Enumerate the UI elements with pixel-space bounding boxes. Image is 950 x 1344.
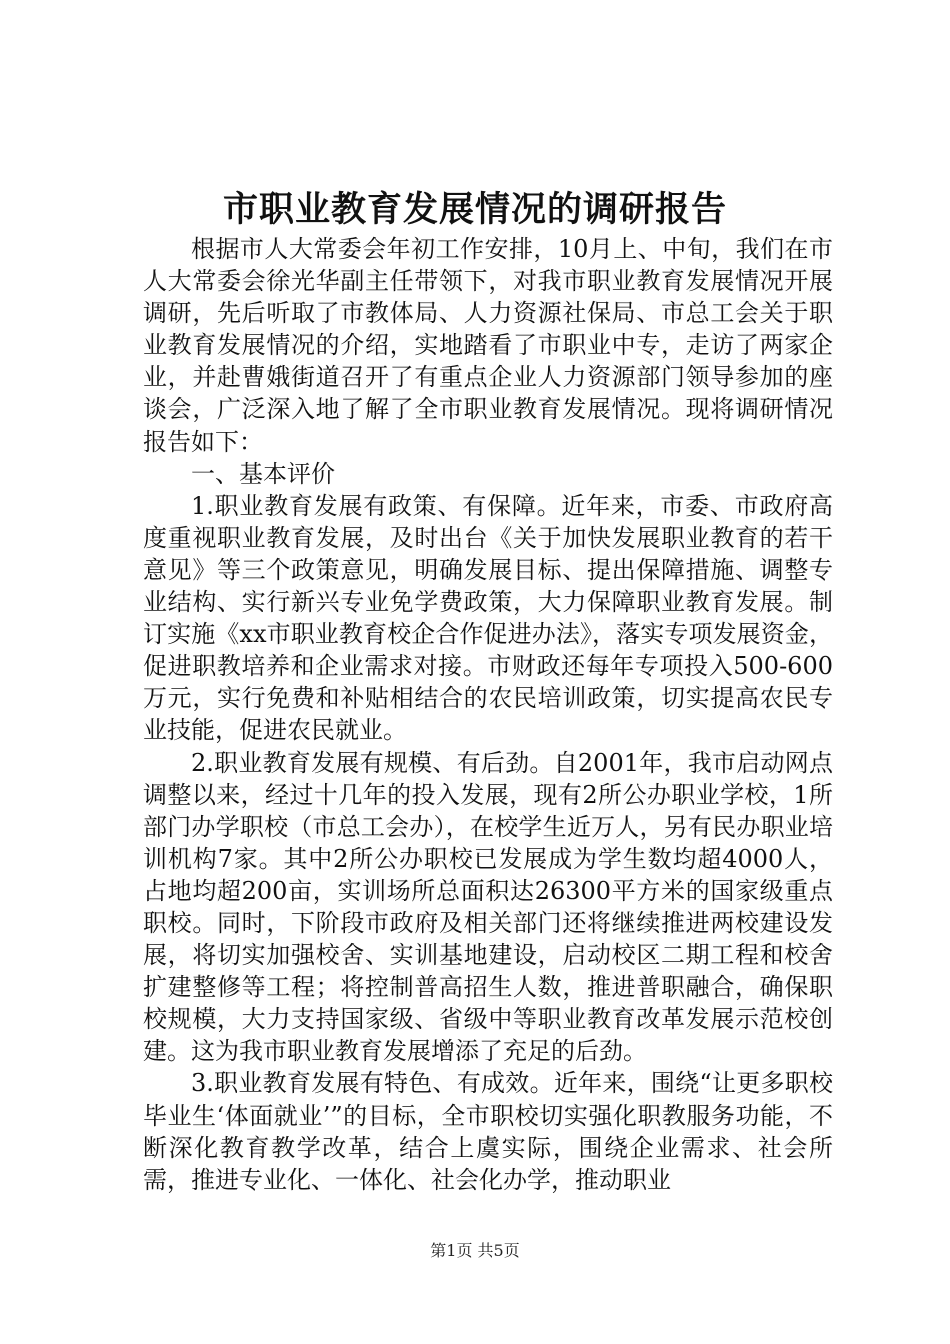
paragraph-scale-momentum: 2.职业教育发展有规模、有后劲。自2001年，我市启动网点调整以来，经过十几年的投入发展，现有2所公办职业学校，1所部门办学职校（市总工会办），在校学生近万人，另有民办职业培训机构7家。其中2所公办职校已发展成为学生数均超4000人，占地均超200亩，实训场所总面积达26300平方米的国家级重点职校。同时，下阶段市政府及相关部门还将继续推进两校建设发展，将切实加强校舍、实训基地建设，启动校区二期工程和校舍扩建整修等工程；将控制普高招生人数，推进普职融合，确保职校规模，大力支持国家级、省级中等职业教育改革发展示范校创建。这为我市职业教育发展增添了充足的后劲。 <box>143 748 833 1066</box>
page-number-footer: 第1页 共5页 <box>430 1241 520 1260</box>
intro-paragraph: 根据市人大常委会年初工作安排，10月上、中旬，我们在市人大常委会徐光华副主任带领下，对我市职业教育发展情况开展调研，先后听取了市教体局、人力资源社保局、市总工会关于职业教育发展情况的介绍，实地踏看了市职业中专，走访了两家企业，并赴曹娥街道召开了有重点企业人力资源部门领导参加的座谈会，广泛深入地了解了全市职业教育发展情况。现将调研情况报告如下： <box>143 235 833 456</box>
paragraph-policy-guarantee: 1.职业教育发展有政策、有保障。近年来，市委、市政府高度重视职业教育发展，及时出台《关于加快发展职业教育的若干意见》等三个政策意见，明确发展目标、提出保障措施、调整专业结构、实行新兴专业免学费政策，大力保障职业教育发展。制订实施《xx市职业教育校企合作促进办法》，落实专项发展资金，促进职教培养和企业需求对接。市财政还每年专项投入500-600万元，实行免费和补贴相结合的农民培训政策，切实提高农民专业技能，促进农民就业。 <box>143 491 833 745</box>
paragraph-features-results: 3.职业教育发展有特色、有成效。近年来，围绕“让更多职校毕业生‘体面就业’”的目标，全市职校切实强化职教服务功能，不断深化教育教学改革，结合上虞实际，围绕企业需求、社会所需，推进专业化、一体化、社会化办学，推动职业 <box>143 1069 833 1194</box>
section-heading-basic-evaluation: 一、基本评价 <box>191 459 335 488</box>
document-body <box>143 233 833 1196</box>
document-title: 市职业教育发展情况的调研报告 <box>222 189 727 230</box>
